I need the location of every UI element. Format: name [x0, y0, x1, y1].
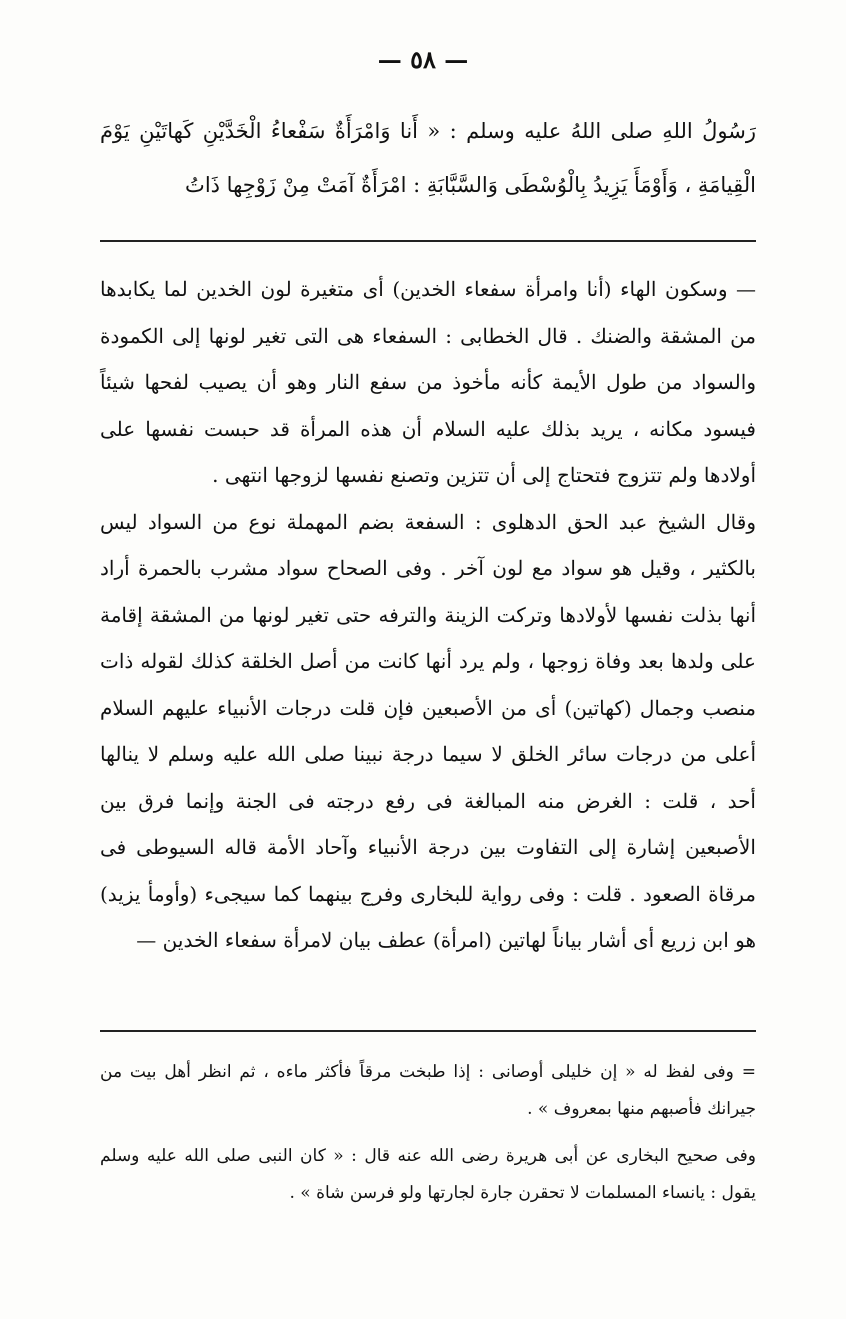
hadith-text-block [100, 104, 756, 212]
section-divider-top [100, 240, 756, 242]
footnote-2: وفى صحيح البخارى عن أبى هريرة رضى الله عنه قال : « كان النبى صلى الله عليه وسلم يقول : يانساء المسلمات لا تحقرن جارة لجارتها ولو فرسن شاة » . [100, 1146, 756, 1203]
commentary-paragraph-2: وقال الشيخ عبد الحق الدهلوى : السفعة بضم المهملة نوع من السواد ليس بالكثير ، وقيل هو سواد مع لون آخر . وفى الصحاح سواد مشرب بالحمرة أراد أنها بذلت نفسها لأولادها وتركت الزينة والترفه حتى تغير لونها من المشقة إقامة على ولدها بعد وفاة زوجها ، ولم يرد أنها كانت من أصل الخلقة كذلك لقوله ذات منصب وجمال (كهاتين) أى من الأصبعين فإن قلت درجات الأنبياء عليهم السلام أعلى من درجات سائر الخلق لا سيما درجة نبينا صلى الله عليه وسلم لا ينالها أحد ، قلت : الغرض منه المبالغة فى رفع درجته فى الجنة وإنما فرق بين الأصبعين إشارة إلى التفاوت بين درجة الأنبياء وآحاد الأمة قاله السيوطى فى مرقاة الصعود . قلت : وفى رواية للبخارى وفرج بينهما كما سيجىء (وأومأ يزيد) هو ابن زريع أى أشار بياناً لهاتين (امرأة) عطف بيان لامرأة سفعاء الخدين — [100, 509, 756, 952]
commentary-paragraph-1: — وسكون الهاء (أنا وامرأة سفعاء الخدين) أى متغيرة لون الخدين لما يكابدها من المشقة والضنك . قال الخطابى : السفعاء هى التى تغير لونها إلى الكمودة والسواد من طول الأيمة كأنه مأخوذ من سفع النار وهو أن يصيب لفحها شيئاً فيسود مكانه ، يريد بذلك عليه السلام أن هذه المرأة قد حبست نفسها على أولادها ولم تتزوج فتحتاج إلى أن تتزين وتصنع نفسها لزوجها انتهى . [100, 277, 756, 487]
footnote-1: = وفى لفظ له « إن خليلى أوصانى : إذا طبخت مرقاً فأكثر ماءه ، ثم انظر أهل بيت من جيرانك فأصبهم منها بمعروف » . [100, 1062, 756, 1119]
section-divider-bottom [100, 1030, 756, 1032]
hadith-text: رَسُولُ اللهِ صلى اللهُ عليه وسلم : « أَنا وَامْرَأَةٌ سَفْعاءُ الْخَدَّيْنِ كَهاتَيْنِ يَوْمَ الْقِيامَةِ ، وَأَوْمَأَ يَزِيدُ بِالْوُسْطَى وَالسَّبَّابَةِ : امْرَأَةٌ آمَتْ مِنْ زَوْجِها ذَاتُ [100, 119, 756, 197]
page-number: — ٥٨ — [377, 45, 469, 74]
footnotes-block [100, 1054, 756, 1212]
commentary-block [100, 266, 756, 964]
